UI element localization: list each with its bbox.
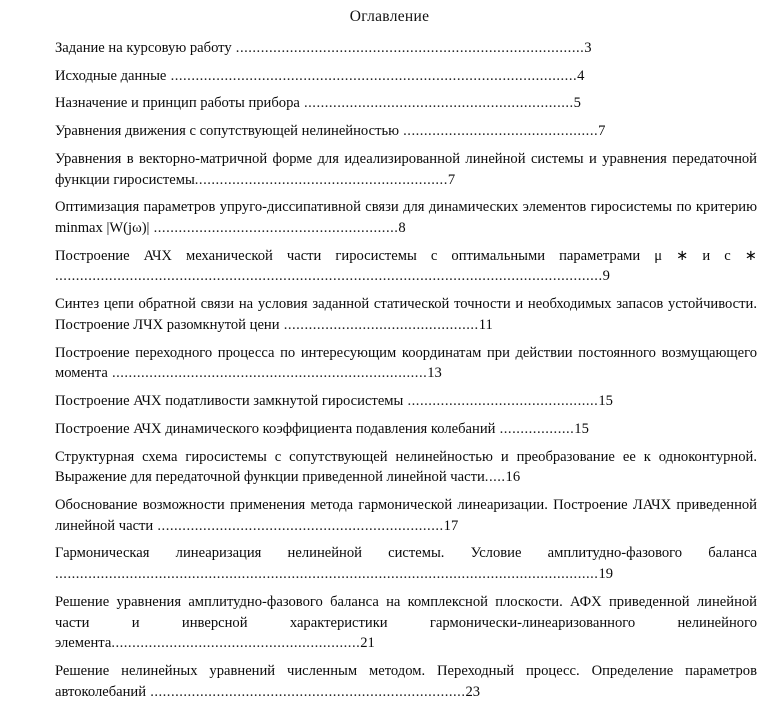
toc-page-number: 11: [478, 316, 493, 333]
toc-page-number: 15: [574, 420, 589, 437]
toc-entry-text: Обоснование возможности применения метода гармонической линеаризации. Построение ЛАЧХ приведенной линейной части: [55, 496, 757, 534]
toc-leader-dots: ..............................................: [403, 393, 599, 410]
toc-leader-dots: ...................................................................................................................................: [55, 566, 599, 583]
toc-entry[interactable]: [55, 419, 757, 440]
toc-leader-dots: ...........................................................: [149, 220, 399, 237]
toc-leader-dots: ...............................................: [399, 123, 599, 140]
toc-entry[interactable]: [55, 246, 757, 287]
toc-leader-dots: ............................................................: [111, 635, 361, 652]
toc-page-number: 3: [584, 40, 592, 56]
toc-page-number: 15: [598, 393, 613, 410]
toc-entry-text: Построение АЧХ механической части гиросистемы с оптимальными параметрами μ ∗ и c ∗: [55, 247, 757, 264]
toc-entry-text: Уравнения в векторно-матричной форме для идеализированной линейной системы и уравнения передаточной функции гиросистемы: [55, 150, 757, 188]
toc-entry-text: Решение нелинейных уравнений численным методом. Переходный процесс. Определение параметров автоколебаний: [55, 662, 757, 700]
toc-page-number: 21: [360, 635, 375, 652]
toc-page-number: 7: [447, 171, 456, 188]
toc-entry-text: Гармоническая линеаризация нелинейной системы. Условие амплитудно-фазового баланса: [55, 545, 757, 562]
toc-page-number: 4: [577, 67, 585, 84]
toc-leader-dots: .....: [484, 469, 506, 486]
toc-page-number: 7: [598, 123, 606, 140]
toc-leader-dots: ..................: [495, 420, 575, 437]
toc-leader-dots: ....................................................................................: [231, 40, 585, 56]
toc-entry-text: Оптимизация параметров упруго-диссипативной связи для динамических элементов гиросистемы по критерию minmax |W(jω)|: [55, 199, 757, 237]
toc-entry[interactable]: [55, 149, 757, 190]
toc-page-number: 16: [505, 469, 521, 486]
toc-entry[interactable]: [55, 592, 757, 654]
toc-entry-text: Назначение и принцип работы прибора: [55, 95, 300, 112]
toc-entry-text: Исходные данные: [55, 67, 167, 84]
toc-leader-dots: .................................................................: [299, 95, 574, 112]
toc-entry[interactable]: [55, 197, 757, 238]
toc-entry[interactable]: [55, 543, 757, 584]
toc-page-number: 9: [602, 268, 610, 285]
toc-page-number: 23: [465, 683, 481, 700]
toc-page-number: 17: [443, 517, 459, 534]
toc-entry[interactable]: [55, 294, 757, 335]
toc-entry[interactable]: [55, 38, 757, 59]
toc-entry-text: Задание на курсовую работу: [55, 40, 232, 56]
toc-entry[interactable]: [55, 121, 757, 142]
toc-page-number: 19: [598, 566, 614, 583]
toc-entry[interactable]: [55, 661, 757, 702]
toc-entry-text: Построение АЧХ динамического коэффициента подавления колебаний: [55, 420, 496, 437]
toc-entry[interactable]: [55, 495, 757, 536]
toc-entry[interactable]: [55, 447, 757, 488]
toc-entry-text: Построение переходного процесса по интересующим координатам при действии постоянного возмущающего момента: [55, 344, 757, 382]
toc-entry-text: Структурная схема гиросистемы с сопутствующей нелинейностью и преобразование ее к одноконтурной. Выражение для передаточной функции приведенной линейной части: [55, 448, 757, 486]
table-of-contents: [0, 38, 779, 702]
toc-leader-dots: ...............................................: [279, 316, 479, 333]
toc-entry[interactable]: [55, 66, 757, 87]
toc-leader-dots: ............................................................................: [107, 365, 428, 382]
toc-entry-text: Решение уравнения амплитудно-фазового баланса на комплексной плоскости. АФХ приведенной линейной части и инверсной характеристики гармонически-линеаризованного нелинейного элемента: [55, 593, 757, 652]
toc-leader-dots: .....................................................................: [153, 517, 444, 534]
toc-leader-dots: ..................................................................................................: [166, 67, 578, 84]
toc-page-number: 8: [398, 220, 406, 237]
toc-entry-text: Построение АЧХ податливости замкнутой гиросистемы: [55, 393, 404, 410]
toc-leader-dots: ............................................................................: [146, 683, 466, 700]
toc-page-number: 13: [427, 365, 442, 382]
toc-entry-text: Уравнения движения с сопутствующей нелинейностью: [55, 123, 399, 140]
toc-entry-text: Синтез цепи обратной связи на условия заданной статической точности и необходимых запасов устойчивости. Построение ЛЧХ разомкнутой цени: [55, 296, 757, 333]
toc-entry[interactable]: [55, 343, 757, 384]
page-title: Оглавление: [349, 8, 430, 25]
toc-leader-dots: ....................................................................................................................................: [55, 268, 603, 285]
toc-leader-dots: .............................................................: [194, 171, 448, 188]
toc-entry[interactable]: [55, 391, 757, 412]
toc-entry[interactable]: [55, 93, 757, 114]
toc-page-number: 5: [573, 95, 581, 112]
